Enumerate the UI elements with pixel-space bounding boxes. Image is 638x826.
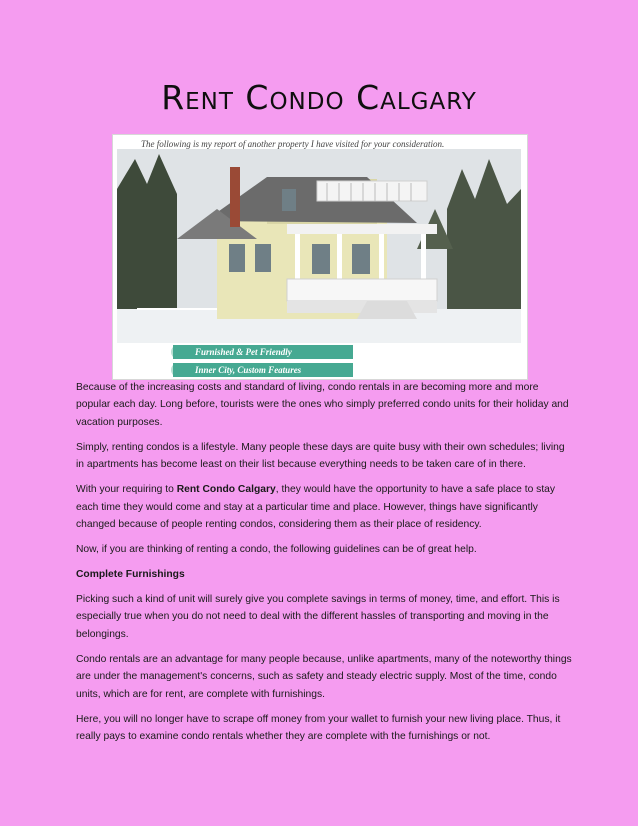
- paragraph: Here, you will no longer have to scrape off money from your wallet to furnish your new living place. Thus, it really pays to examine condo rentals whether they are complete with the furnishings or not.: [76, 713, 561, 743]
- paragraph: Now, if you are thinking of renting a condo, the following guidelines can be of great help.: [76, 544, 477, 556]
- page-title: Rent Condo Calgary: [161, 78, 477, 117]
- paragraph-text: With your requiring to: [76, 484, 177, 496]
- house-photo: [117, 149, 521, 343]
- house-figure: [112, 134, 528, 380]
- paragraph: [76, 481, 574, 533]
- paragraph: Simply, renting condos is a lifestyle. Many people these days are quite busy with their own schedules; living in apartments has become least on their list because everything needs to be taken care of in there.: [76, 441, 565, 471]
- article-body: [76, 379, 574, 753]
- paragraph: Picking such a kind of unit will surely give you complete savings in terms of money, time, and effort. This is especially true when you do not need to deal with the different hassles of transporting and moving in the belongings.: [76, 594, 560, 640]
- feature-tag-inner-city: Inner City, Custom Features: [173, 363, 353, 377]
- figure-caption: The following is my report of another property I have visited for your consideration.: [141, 139, 445, 149]
- paragraph: Because of the increasing costs and standard of living, condo rentals in are becoming more and more popular each day. Long before, tourists were the ones who simply preferred condo units for their holiday and vacation purposes.: [76, 382, 569, 428]
- section-heading: Complete Furnishings: [76, 569, 185, 581]
- paragraph-text: , they would have the opportunity to have a safe place to stay each time they would come and stay at a particular time and place. However, things have significantly changed because of people renting condos, considering them as their place of residency.: [76, 484, 556, 531]
- keyword-link[interactable]: Rent Condo Calgary: [176, 484, 276, 496]
- paragraph: Condo rentals are an advantage for many people because, unlike apartments, many of the noteworthy things are under the management's concerns, such as safety and steady electric supply. Most of the time, condo units, which are for rent, are complete with furnishings.: [76, 653, 572, 700]
- feature-tag-furnished: Furnished & Pet Friendly: [173, 345, 353, 359]
